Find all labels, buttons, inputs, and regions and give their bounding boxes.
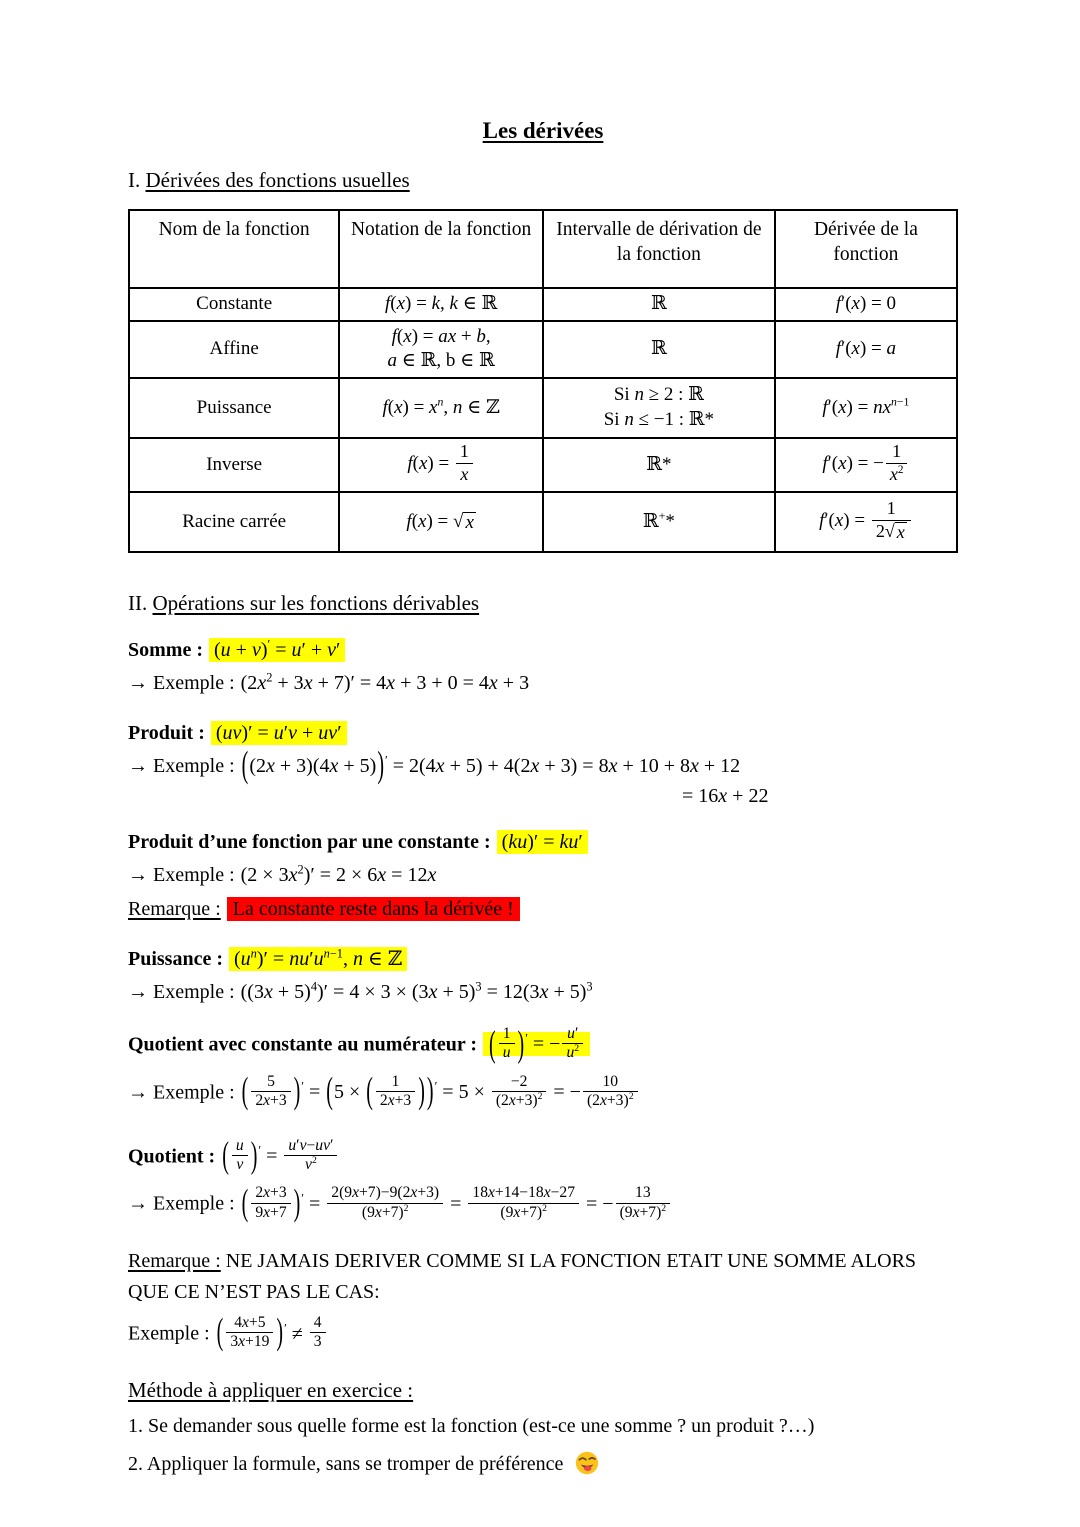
winking-tongue-emoji [574, 1450, 600, 1476]
cell-notation: f(x) = √ x [339, 492, 543, 552]
rule-quotient-constante-label: Quotient avec constante au numérateur : [128, 1033, 478, 1056]
rule-produit-example [128, 744, 958, 786]
rule-somme [128, 635, 958, 699]
example-math: ( $\frac{4x+5}{3x+19}$ )′ ≠ $\frac{4}{3}$ [216, 1323, 328, 1345]
method-step-2: 2. Appliquer la formule, sans se tromper de préférence [128, 1449, 958, 1479]
rule-puissance-label: Puissance : [128, 947, 223, 970]
table-row [129, 378, 957, 438]
cell-derivative: f′(x) = a [775, 321, 957, 378]
cell-notation: f(x) = k, k ∈ ℝ [339, 288, 543, 321]
remark-text: NE JAMAIS DERIVER COMME SI LA FONCTION ETAIT UNE SOMME ALORS QUE CE N’EST PAS LE CAS: [128, 1250, 917, 1304]
rule-quotient-constante [128, 1024, 958, 1113]
remark-example [128, 1312, 958, 1354]
example-math: ( $\frac{2x+3}{9x+7}$ )′ = $\frac{2(9x+7)-9(2x+3)}{(9x+7)^2}$ = $\frac{18x+14-18x-27}{(9x+7)^2}$ = − $\frac{13}{(9x+7)^2}$ [241, 1193, 672, 1215]
example-prefix: → Exemple : [128, 1192, 235, 1215]
rule-produit-constante-example [128, 860, 958, 891]
rule-quotient-constante-formula: ( $\frac{1}{u}$ )′ = − $\frac{u'}{u^2}$ [483, 1032, 590, 1056]
cell-name: Affine [129, 321, 339, 378]
remark-alert-text: La constante reste dans la dérivée ! [227, 897, 520, 921]
section-1-number: I. [128, 168, 141, 192]
remark-label: Remarque : [128, 897, 221, 920]
rule-produit-constante [128, 827, 958, 925]
cell-derivative: f′(x) = 0 [775, 288, 957, 321]
rule-somme-formula: (u + v)′ = u′ + v′ [209, 638, 345, 662]
cell-derivative: f′(x) = 1 2 √ x [775, 492, 957, 552]
example-prefix: → Exemple : [128, 980, 235, 1003]
rule-puissance-formula: $(u^n)' = nu'u^{n-1}$, n ∈ ℤ [229, 947, 407, 971]
rule-produit-constante-formula: (ku)′ = ku′ [497, 830, 588, 854]
rule-produit-constante-label: Produit d’une fonction par une constante : [128, 830, 491, 853]
rule-quotient-formula: ( $\frac{u}{v}$ )′ = $\frac{u'v-uv'}{v^2}$ [221, 1145, 339, 1167]
example-prefix: → Exemple : [128, 863, 235, 886]
cell-interval: ℝ+* [543, 492, 775, 552]
cell-interval: ℝ [543, 321, 775, 378]
example-prefix: Exemple : [128, 1322, 210, 1345]
rule-produit-formula: (uv)′ = u′v + uv′ [211, 721, 347, 745]
header-derivee: Dérivée de la fonction [775, 210, 957, 288]
example-math: $(2x^2 + 3x + 7)' = 4x + 3 + 0 = 4x + 3$ [240, 670, 530, 695]
method-step-1: 1. Se demander sous quelle forme est la fonction (est-ce une somme ? un produit ?…) [128, 1414, 815, 1437]
cell-name: Inverse [129, 438, 339, 492]
example-math: $(2 \times 3x^2)' = 2 \times 6x = 12x$ [240, 862, 437, 886]
rule-produit [128, 718, 958, 808]
page-title: Les dérivées [482, 118, 604, 143]
section-2-number: II. [128, 591, 148, 616]
section-2-title: Opérations sur les fonctions dérivables [152, 591, 480, 616]
table-row [129, 438, 957, 492]
rule-quotient-example [128, 1182, 958, 1224]
cell-name: Racine carrée [129, 492, 339, 552]
cell-notation: f(x) = $\frac{1}{x}$ [339, 438, 543, 492]
header-nom: Nom de la fonction [129, 210, 339, 288]
rule-somme-label: Somme : [128, 639, 203, 662]
method-heading: Méthode à appliquer en exercice : [128, 1377, 414, 1402]
cell-notation: f(x) = ax + b, a ∈ ℝ, b ∈ ℝ [339, 321, 543, 378]
remark-label: Remarque : [128, 1250, 221, 1273]
header-notation: Notation de la fonction [339, 210, 543, 288]
section-1-title: Dérivées des fonctions usuelles [145, 168, 410, 192]
table-row [129, 492, 957, 552]
remark-never-sum [128, 1246, 958, 1308]
rule-quotient-constante-example [128, 1071, 958, 1113]
section-1-heading [128, 168, 958, 193]
example-math: ((2x + 3)(4x + 5))′ = 2(4x + 5) + 4(2x + 3) = 8x + 10 + 8x + 12 [241, 744, 741, 786]
derivatives-table [128, 209, 958, 553]
rule-puissance [128, 944, 958, 1008]
rule-quotient [128, 1135, 958, 1225]
example-math: ( $\frac{5}{2x+3}$ )′ = (5 × ( $\frac{1}{2x+3}$ ) )′ = 5 × $\frac{-2}{(2x+3)^2}$ = − $\frac{10}{(2x+3)^2}$ [241, 1081, 640, 1103]
rule-quotient-label: Quotient : [128, 1145, 216, 1168]
table-row [129, 321, 957, 378]
cell-interval: ℝ [543, 288, 775, 321]
rule-produit-label: Produit : [128, 722, 205, 745]
rule-produit-example-line2: = 16x + 22 [682, 784, 769, 807]
cell-derivative: $f'(x) = nx^{n-1}$ [775, 378, 957, 438]
cell-notation: $f(x) = x^n$, n ∈ ℤ [339, 378, 543, 438]
rule-puissance-example [128, 977, 958, 1008]
rule-somme-example [128, 668, 958, 699]
table-header-row [129, 210, 957, 288]
cell-name: Puissance [129, 378, 339, 438]
cell-name: Constante [129, 288, 339, 321]
cell-interval: ℝ* [543, 438, 775, 492]
example-prefix: → Exemple : [128, 1081, 235, 1104]
example-prefix: → Exemple : [128, 755, 235, 778]
table-row [129, 288, 957, 321]
example-math: $((3x + 5)^4)' = 4 \times 3 \times (3x + 5)^3 = 12(3x + 5)^3$ [240, 979, 593, 1003]
cell-derivative: f′(x) = − $\frac{1}{x^2}$ [775, 438, 957, 492]
example-prefix: → Exemple : [128, 672, 235, 695]
section-2-heading [128, 591, 958, 616]
cell-interval: Si n ≥ 2 : ℝ Si n ≤ −1 : ℝ* [543, 378, 775, 438]
remark-constante [128, 894, 958, 925]
header-intervalle: Intervalle de dérivation de la fonction [543, 210, 775, 288]
